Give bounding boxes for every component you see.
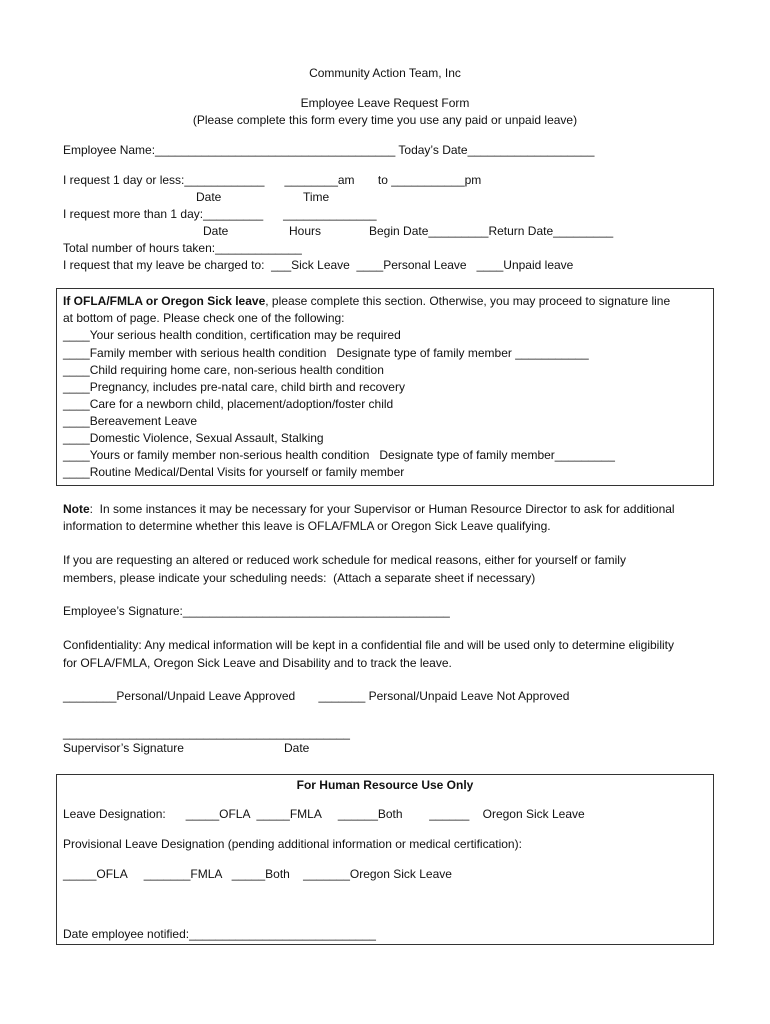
total-hours-field[interactable]: Total number of hours taken:_____________: [63, 241, 302, 255]
supervisor-signature-field[interactable]: ___________________________________________: [63, 726, 350, 740]
ofla-option[interactable]: ____Care for a newborn child, placement/adoption/foster child: [63, 397, 394, 411]
ofla-section-lead: If OFLA/FMLA or Oregon Sick leave: [63, 294, 266, 308]
hr-date-notified-field[interactable]: Date employee notified:____________________________: [63, 927, 376, 941]
employee-signature-field[interactable]: Employee’s Signature:________________________________________: [63, 604, 450, 618]
confidentiality-line-2: for OFLA/FMLA, Oregon Sick Leave and Disability and to track the leave.: [63, 656, 452, 670]
ofla-option[interactable]: ____Pregnancy, includes pre-natal care, child birth and recovery: [63, 380, 405, 394]
hr-leave-designation-field[interactable]: Leave Designation: _____OFLA _____FMLA ______Both ______ Oregon Sick Leave: [63, 807, 585, 821]
ofla-section-instruction: at bottom of page. Please check one of the following:: [63, 311, 345, 325]
supervisor-date-label: Date: [284, 741, 310, 755]
confidentiality-line-1: Confidentiality: Any medical information will be kept in a confidential file and will be used only to determine eligibility: [63, 638, 674, 652]
note-line-1: : In some instances it may be necessary for your Supervisor or Human Resource Director to ask for additional: [89, 502, 675, 516]
employee-name-field[interactable]: Employee Name:____________________________________ Today’s Date___________________: [63, 143, 595, 157]
ofla-option[interactable]: ____Child requiring home care, non-serious health condition: [63, 363, 384, 377]
ofla-section-intro: [63, 294, 670, 308]
multi-day-hours-label: Hours: [289, 224, 322, 238]
form-title: Employee Leave Request Form: [300, 96, 470, 110]
note-label: Note: [63, 502, 90, 516]
hr-section-title: For Human Resource Use Only: [296, 778, 474, 792]
organization-name: Community Action Team, Inc: [309, 66, 461, 80]
hr-provisional-label: Provisional Leave Designation (pending additional information or medical certification):: [63, 837, 522, 851]
one-day-request-field[interactable]: I request 1 day or less:____________ ________am to ___________pm: [63, 173, 482, 187]
note-paragraph: [63, 502, 675, 516]
ofla-option[interactable]: ____Domestic Violence, Sexual Assault, Stalking: [63, 431, 324, 445]
hr-provisional-options-field[interactable]: _____OFLA _______FMLA _____Both _______Oregon Sick Leave: [63, 867, 452, 881]
note-line-2: information to determine whether this leave is OFLA/FMLA or Oregon Sick Leave qualifying.: [63, 519, 551, 533]
begin-return-date-field[interactable]: Begin Date_________Return Date_________: [369, 224, 614, 238]
leave-charge-field[interactable]: I request that my leave be charged to: ___Sick Leave ____Personal Leave ____Unpaid leave: [63, 258, 574, 272]
altered-schedule-line-1: If you are requesting an altered or reduced work schedule for medical reasons, either for yourself or family: [63, 553, 626, 567]
multi-day-date-label: Date: [203, 224, 229, 238]
supervisor-signature-label: Supervisor’s Signature: [63, 741, 184, 755]
ofla-option[interactable]: ____Family member with serious health condition Designate type of family member ___________: [63, 346, 589, 360]
multi-day-request-field[interactable]: I request more than 1 day:_________ ______________: [63, 207, 377, 221]
form-subtitle: (Please complete this form every time you use any paid or unpaid leave): [192, 113, 578, 127]
ofla-option[interactable]: ____Yours or family member non-serious health condition Designate type of family member_________: [63, 448, 615, 462]
approval-field[interactable]: ________Personal/Unpaid Leave Approved _______ Personal/Unpaid Leave Not Approved: [63, 689, 570, 703]
ofla-option[interactable]: ____Your serious health condition, certification may be required: [63, 328, 401, 342]
hr-use-section: [56, 774, 714, 945]
ofla-option[interactable]: ____Routine Medical/Dental Visits for yourself or family member: [63, 465, 405, 479]
altered-schedule-line-2: members, please indicate your scheduling needs: (Attach a separate sheet if necessary): [63, 571, 536, 585]
ofla-section-lead-rest: , please complete this section. Otherwise, you may proceed to signature line: [265, 294, 671, 308]
ofla-option[interactable]: ____Bereavement Leave: [63, 414, 198, 428]
one-day-date-label: Date: [196, 190, 222, 204]
one-day-time-label: Time: [303, 190, 330, 204]
